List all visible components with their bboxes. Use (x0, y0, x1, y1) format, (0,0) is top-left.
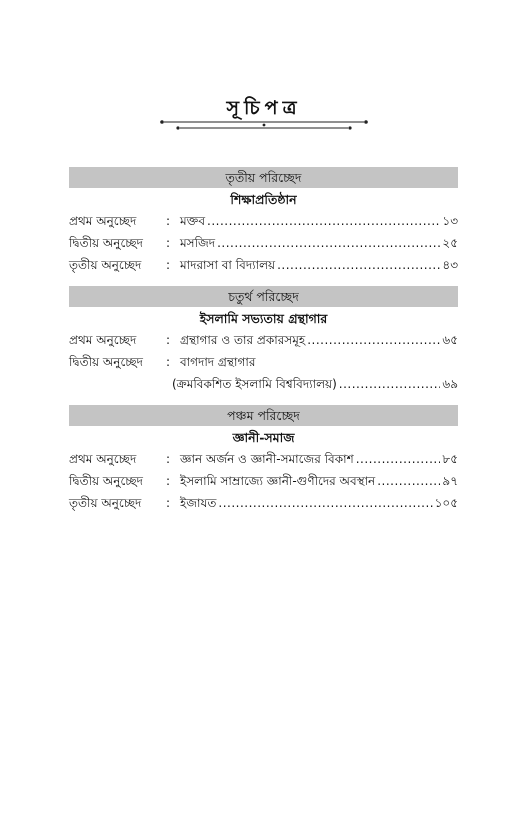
toc-entry[interactable] (69, 210, 458, 232)
entry-label: প্রথম অনুচ্ছেদ (69, 452, 137, 466)
entry-page: ৬৫ (442, 333, 458, 347)
entry-title: গ্রন্থাগার ও তার প্রকারসমূহ (180, 333, 306, 347)
chapter-section (69, 405, 458, 514)
page-title: সূচিপত্র (226, 97, 302, 119)
entry-colon: : (166, 236, 171, 250)
entry-title: ইসলামি সাম্রাজ্যে জ্ঞানী-গুণীদের অবস্থান (180, 474, 376, 488)
toc-entry[interactable] (69, 351, 458, 373)
toc-entry[interactable] (69, 470, 458, 492)
entry-colon: : (166, 355, 171, 369)
entry-title: মক্তব (180, 214, 205, 228)
entry-label: তৃতীয় অনুচ্ছেদ (69, 258, 142, 272)
entry-title: মাদরাসা বা বিদ্যালয় (180, 258, 276, 272)
dot-leader (356, 448, 441, 470)
entry-colon: : (166, 474, 171, 488)
dot-leader (207, 210, 440, 232)
entry-title: মসজিদ (180, 236, 216, 250)
toc-entry[interactable] (69, 254, 458, 276)
entry-colon: : (166, 258, 171, 272)
entry-label: দ্বিতীয় অনুচ্ছেদ (69, 474, 143, 488)
chapter-section (69, 286, 458, 395)
entry-label: দ্বিতীয় অনুচ্ছেদ (69, 355, 143, 369)
entry-colon: : (166, 214, 171, 228)
entry-page: ২৫ (442, 236, 458, 250)
toc-entry[interactable] (69, 232, 458, 254)
dot-leader (277, 254, 440, 276)
entry-page: ৪৩ (442, 258, 458, 272)
chapter-band: তৃতীয় পরিচ্ছেদ (69, 167, 458, 188)
entry-label: তৃতীয় অনুচ্ছেদ (69, 496, 142, 510)
dot-leader (217, 232, 440, 254)
entry-page: ৯৭ (442, 474, 458, 488)
entry-title: ইজাযত (180, 496, 217, 510)
toc-entry-continuation[interactable] (69, 373, 458, 395)
title-ornament (158, 117, 370, 133)
dot-leader (339, 373, 441, 395)
entry-colon: : (166, 333, 171, 347)
chapter-subtitle: শিক্ষাপ্রতিষ্ঠান (230, 192, 297, 207)
chapter-band: চতুর্থ পরিচ্ছেদ (69, 286, 458, 307)
entry-page: ১০৫ (434, 496, 458, 510)
toc-entry[interactable] (69, 448, 458, 470)
dot-leader (377, 470, 440, 492)
entry-colon: : (166, 496, 171, 510)
entry-label: প্রথম অনুচ্ছেদ (69, 214, 137, 228)
entry-label: প্রথম অনুচ্ছেদ (69, 333, 137, 347)
entry-page: ৮৫ (442, 452, 458, 466)
toc-entry[interactable] (69, 329, 458, 351)
chapter-subtitle: জ্ঞানী-সমাজ (232, 430, 295, 445)
entry-colon: : (166, 452, 171, 466)
chapter-subtitle: ইসলামি সভ্যতায় গ্রন্থাগার (199, 311, 328, 326)
dot-leader (307, 329, 440, 351)
toc-entry[interactable] (69, 492, 458, 514)
entry-title: বাগদাদ গ্রন্থাগার (180, 355, 256, 369)
dot-leader (218, 492, 432, 514)
chapter-section (69, 167, 458, 276)
entry-subtitle: (ক্রমবিকশিত ইসলামি বিশ্ববিদ্যালয়) (172, 377, 337, 391)
entry-label: দ্বিতীয় অনুচ্ছেদ (69, 236, 143, 250)
entry-title: জ্ঞান অর্জন ও জ্ঞানী-সমাজের বিকাশ (180, 452, 354, 466)
chapter-band: পঞ্চম পরিচ্ছেদ (69, 405, 458, 426)
entry-page: ৬৯ (442, 377, 458, 391)
entry-page: ১৩ (442, 214, 458, 228)
